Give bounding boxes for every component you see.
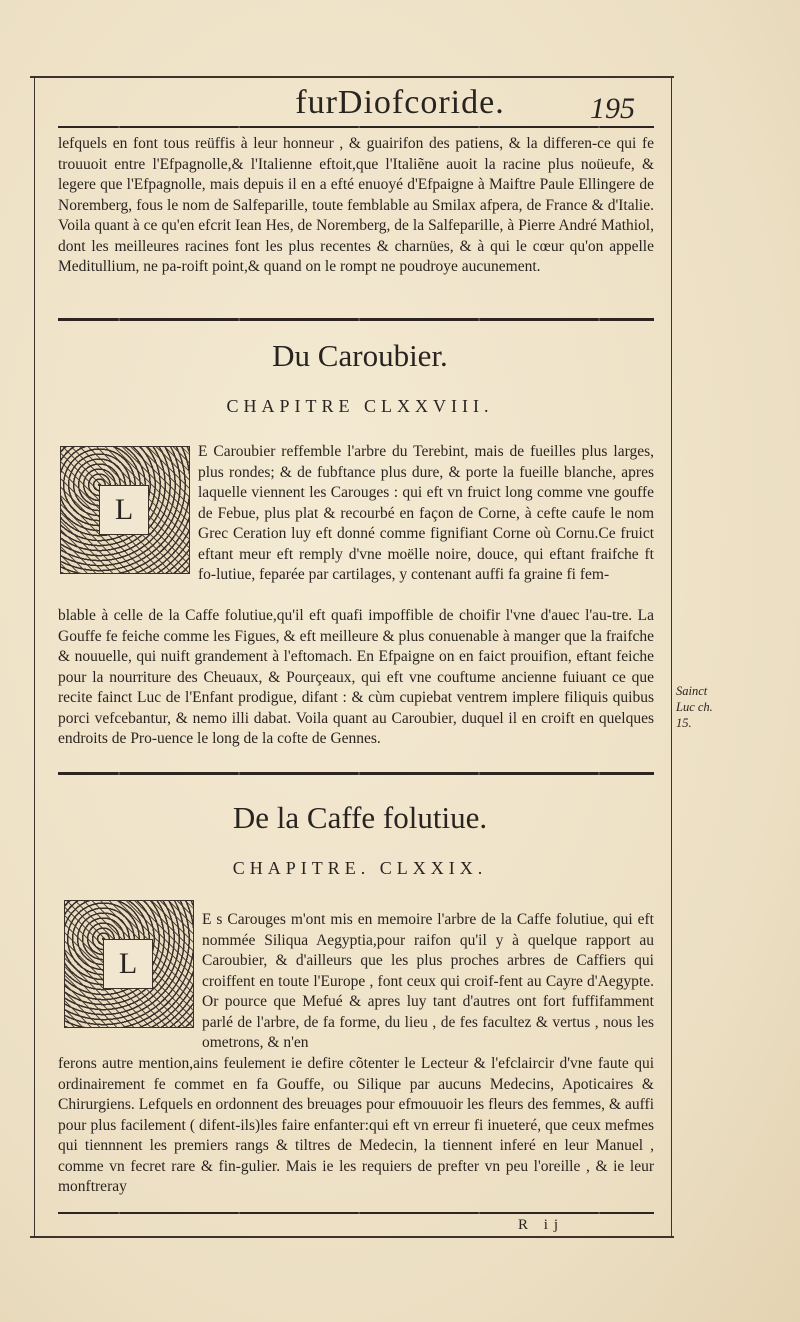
chapter-178-title: Du Caroubier. [272,338,448,373]
chapter-179-paragraph-beside-dropcap: E s Carouges m'ont mis en memoire l'arbre de la Caffe folutiue, qui eft nommée Siliqua Aegyptia,pour raifon qu'il y à quelque rapport au Caroubier, & d'ailleurs que les plus proches arbres de Caffiers qui croiffent en toute l'Europe , font ceux qui croif-fent au Cayre d'Aegypte. Or pource que Mefué & apres luy tant d'autres ont fort fuffifamment parlé de l'arbre, de fa forme, du lieu , de fes facultez & vertus , nous les ometrons, & n'en [202,911,654,1051]
header-rule [58,126,654,128]
margin-note-line-3: 15. [676,716,692,730]
chapter-179-number: CHAPITRE. CLXXIX. [232,858,488,878]
chapter-179-paragraph-full: ferons autre mention,ains feulement ie defire cõtenter le Lecteur & l'efclaircir d'vne faute qui ordinairement fe commet en fa Gouffe, ou Silique par aucuns Medecins, Apoticaires & Chirurgiens. Lefquels en ordonnent des breuages pour efmouuoir les fleurs des femmes, & auffi pour plus facilement ( difent-ils)les faire enfanter:qui eft vn erreur fi inueteré, que ceux mefmes qui tiennnent les premiers rangs & tiltres de Medecin, la tiennent inferé en leur Manuel , comme vn fecret rare & fin-gulier. Mais ie les requiers de prefter vn peu l'oreille , & ie leur monftreray [58,1055,654,1195]
chapter-178-dropcap-ornament [60,446,190,574]
margin-note [676,683,726,731]
chapter-178-number: CHAPITRE CLXXVIII. [226,396,494,416]
chapter-179-title: De la Caffe folutiue. [232,800,488,835]
folio-number: 195 [590,92,635,125]
chapter-179-dropcap-letter: L [103,939,153,989]
margin-note-line-2: Luc ch. [676,700,713,714]
chapter-178-dropcap-letter: L [99,485,149,535]
section-intro-paragraph: lefquels en font tous reüffis à leur honneur , & guairifon des patiens, & la differen-ce qui fe trouuoit entre l'Efpagnolle,& l'Italienne eftoit,que l'Italiẽne auoit la racine plus noüeufe, & legere que l'Efpagnolle, mais depuis il en a efté enuoyé d'Efpaigne à Maiftre Paule Ellingere de Noremberg, fous le nom de Salfeparille, toute femblable au Smilax afpera, de France & d'Italie. Voila quant à ce qu'en efcrit Iean Hes, de Noremberg, de la Salfeparille, à Pierre André Mathiol, dont les meilleures racines font les plus recentes & charnües, & à qui le cœur qu'on appelle Meditullium, ne pa-roift point,& quand on le rompt ne poudroye aucunement. [58,135,654,275]
section-divider-rule-1 [58,318,654,321]
chapter-179-dropcap-ornament [64,900,194,1028]
running-title: furDiofcoride. [295,84,505,121]
section-divider-rule-2 [58,772,654,775]
frame-bottom-rule [30,1236,674,1238]
footer-rule [58,1212,654,1214]
chapter-178-paragraph-beside-dropcap: E Caroubier reffemble l'arbre du Terebint, mais de fueilles plus larges, plus rondes; & de fubftance plus dure, & porte la fueille blanche, apres laquelle viennent les Carouges : qui eft vn fruict long comme vne gouffe de Febue, plus plat & recourbé en façon de Corne, à cefte caufe le nom Grec Ceration luy eft donné comme fignifiant Corne où Cornu.Ce fruict eftant meur eft remply d'vne moëlle noire, douce, qui eftant fraifche ft fo-lutiue, feparée par cartilages, y contenant auffi fa graine fi fem- [198,443,654,583]
signature-mark: R ij [518,1217,565,1233]
margin-note-line-1: Sainct [676,684,708,698]
chapter-178-paragraph-full: blable à celle de la Caffe folutiue,qu'il eft quafi impoffible de choifir l'vne d'auec l'au-tre. La Gouffe fe feiche comme les Figues, & eft meilleure & plus conuenable à manger que la fraifche & nouuelle, qui nuift grandement à l'eftomach. En Efpaigne on en faict prouifion, eftant feiche pour la nourriture des Cheuaux, & Pourçeaux, qui eft vne couftume ancienne fuiuant ce que recite fainct Luc de l'Enfant prodigue, difant : & cùm cupiebat ventrem implere filiquis quibus porci vefcebantur, & nemo illi dabat. Voila quant au Caroubier, duquel il en croift en quelques endroits de Pro-uence le long de la cofte de Gennes. [58,607,654,747]
